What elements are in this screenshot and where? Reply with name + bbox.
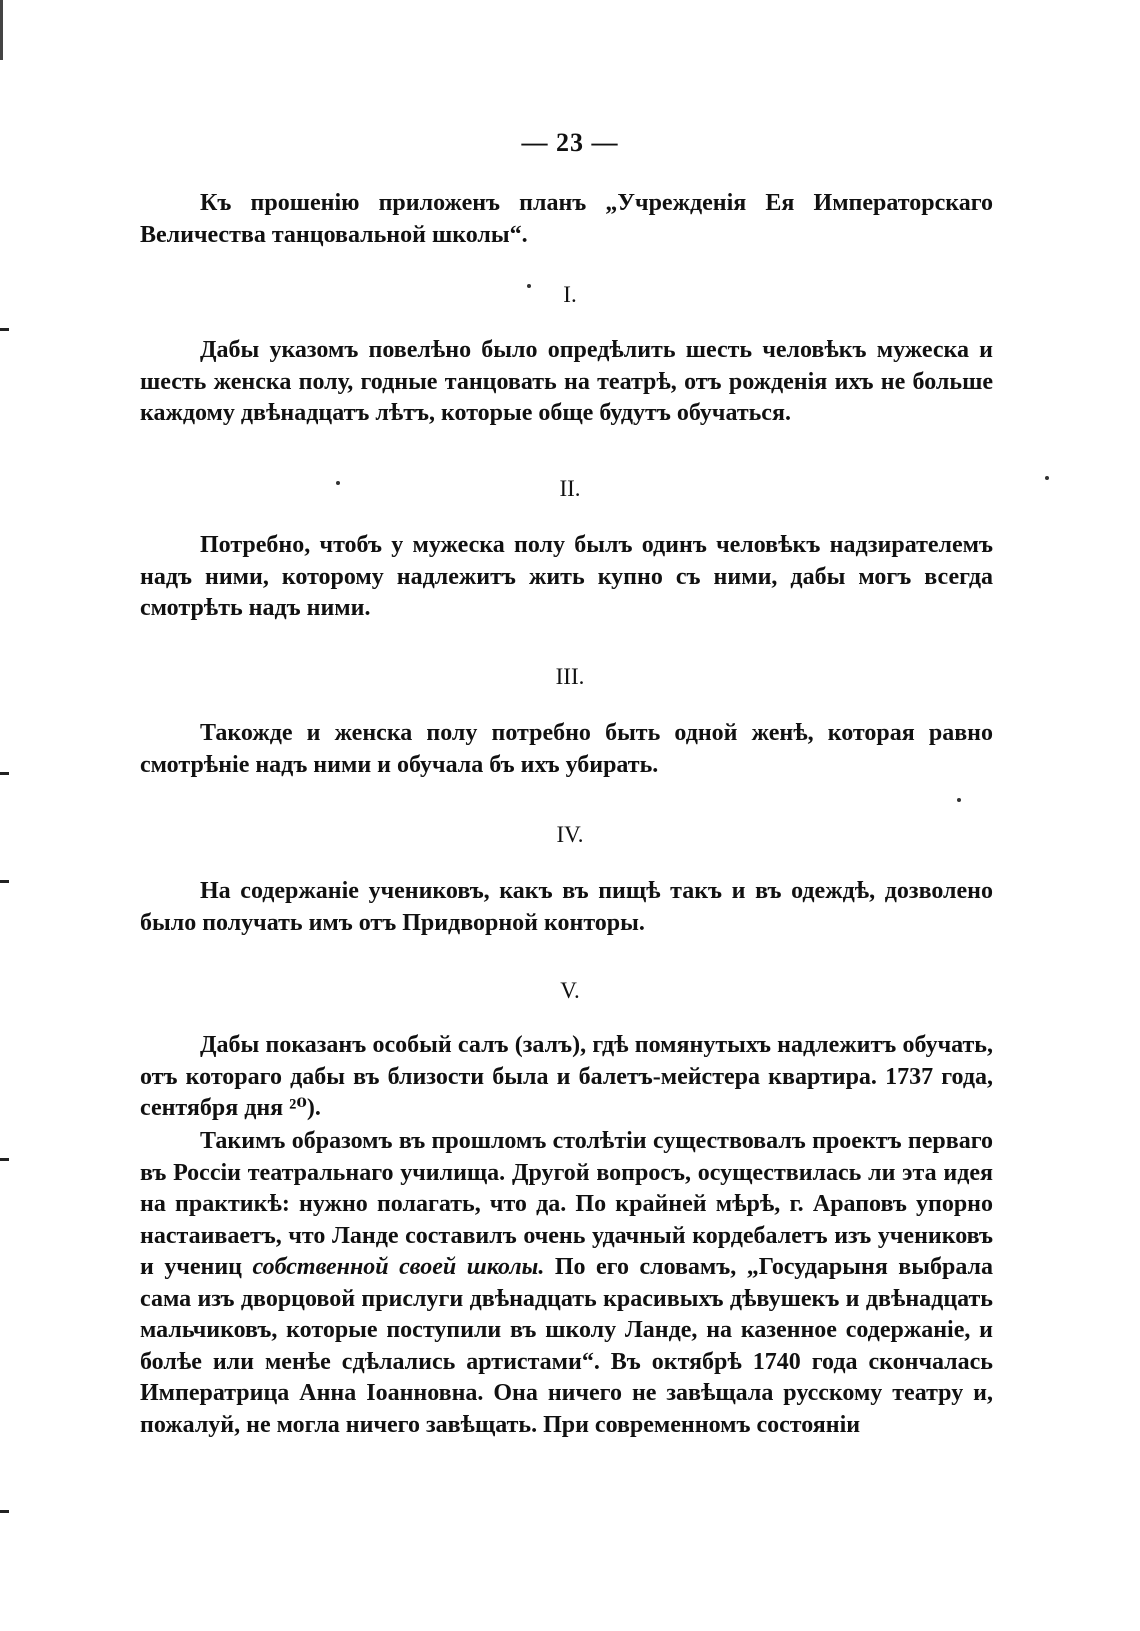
scan-edge-mark — [0, 328, 9, 331]
section-text-3: Такожде и женска полу потребно быть одной женѣ, которая равно смотрѣніе надъ ними и обучала бъ ихъ убирать. — [140, 720, 993, 778]
section-text-1: Дабы указомъ повелѣно было опредѣлить шесть человѣкъ мужеска и шесть женска полу, годные танцовать на театрѣ, отъ рожденія ихъ не больше каждому двѣнадцатъ лѣтъ, которые обще будутъ обучаться. — [140, 337, 993, 426]
closing-text-part2: По его словамъ, „Государыня выбрала сама изъ дворцовой прислуги двѣнадцать красивыхъ дѣвушекъ и двѣнадцать мальчиковъ, которые поступили въ школу Ланде, на казенное содержаніе, и болѣе или менѣе сдѣлались артистами“. Въ октябрѣ 1740 года скончалась Императрица Анна Іоанновна. Она ничего не завѣщала русскому театру и, пожалуй, не могла ничего завѣщать. При современномъ состояніи — [140, 1254, 994, 1438]
page-number: — 23 — — [521, 128, 619, 157]
section-paragraph-3 — [140, 718, 993, 781]
section-numeral-2: II. — [559, 476, 581, 501]
section-paragraph-1 — [140, 335, 993, 430]
section-numeral-5: V. — [560, 978, 580, 1003]
section-numeral-3: III. — [555, 664, 585, 689]
intro-paragraph — [140, 188, 993, 251]
closing-paragraph — [140, 1126, 993, 1441]
section-text-2: Потребно, чтобъ у мужеска полу былъ одинъ человѣкъ надзирателемъ надъ ними, которому надлежитъ жить купно съ ними, дабы могъ всегда смотрѣть надъ ними. — [140, 532, 993, 621]
intro-text: Къ прошенію приложенъ планъ „Учрежденія Ея Императорскаго Величества танцовальной школы“. — [140, 190, 993, 248]
section-text-4: На содержаніе учениковъ, какъ въ пищѣ такъ и въ одеждѣ, дозволено было получать имъ отъ Придворной конторы. — [140, 878, 993, 936]
speck — [957, 798, 961, 802]
scan-edge-mark — [0, 772, 9, 775]
section-numeral-4: IV. — [556, 822, 584, 847]
section-numeral-1: I. — [563, 282, 577, 307]
section-text-5: Дабы показанъ особый салъ (залъ), гдѣ помянутыхъ надлежитъ обучать, отъ котораго дабы въ близости была и балетъ-мейстера квартира. 1737 года, сентября дня ²⁰). — [140, 1032, 993, 1121]
section-paragraph-5 — [140, 1030, 993, 1125]
closing-text — [140, 1126, 993, 1441]
section-paragraph-2 — [140, 530, 993, 625]
closing-text-part1: Такимъ образомъ въ прошломъ столѣтіи существовалъ проектъ перваго въ Россіи театральнаго училища. Другой вопросъ, осуществилась ли эта идея на практикѣ: нужно полагать, что да. По крайней мѣрѣ, г. Араповъ упорно настаиваетъ, что Ланде составилъ очень удачный кордебалетъ изъ учениковъ и учениц — [140, 1128, 993, 1280]
closing-text-italic: собственной своей школы. — [252, 1254, 545, 1280]
scan-edge-mark — [0, 1510, 9, 1513]
scan-edge-mark — [0, 1158, 9, 1161]
scan-edge-line — [0, 0, 3, 60]
section-paragraph-4 — [140, 876, 993, 939]
scan-edge-mark — [0, 880, 9, 883]
